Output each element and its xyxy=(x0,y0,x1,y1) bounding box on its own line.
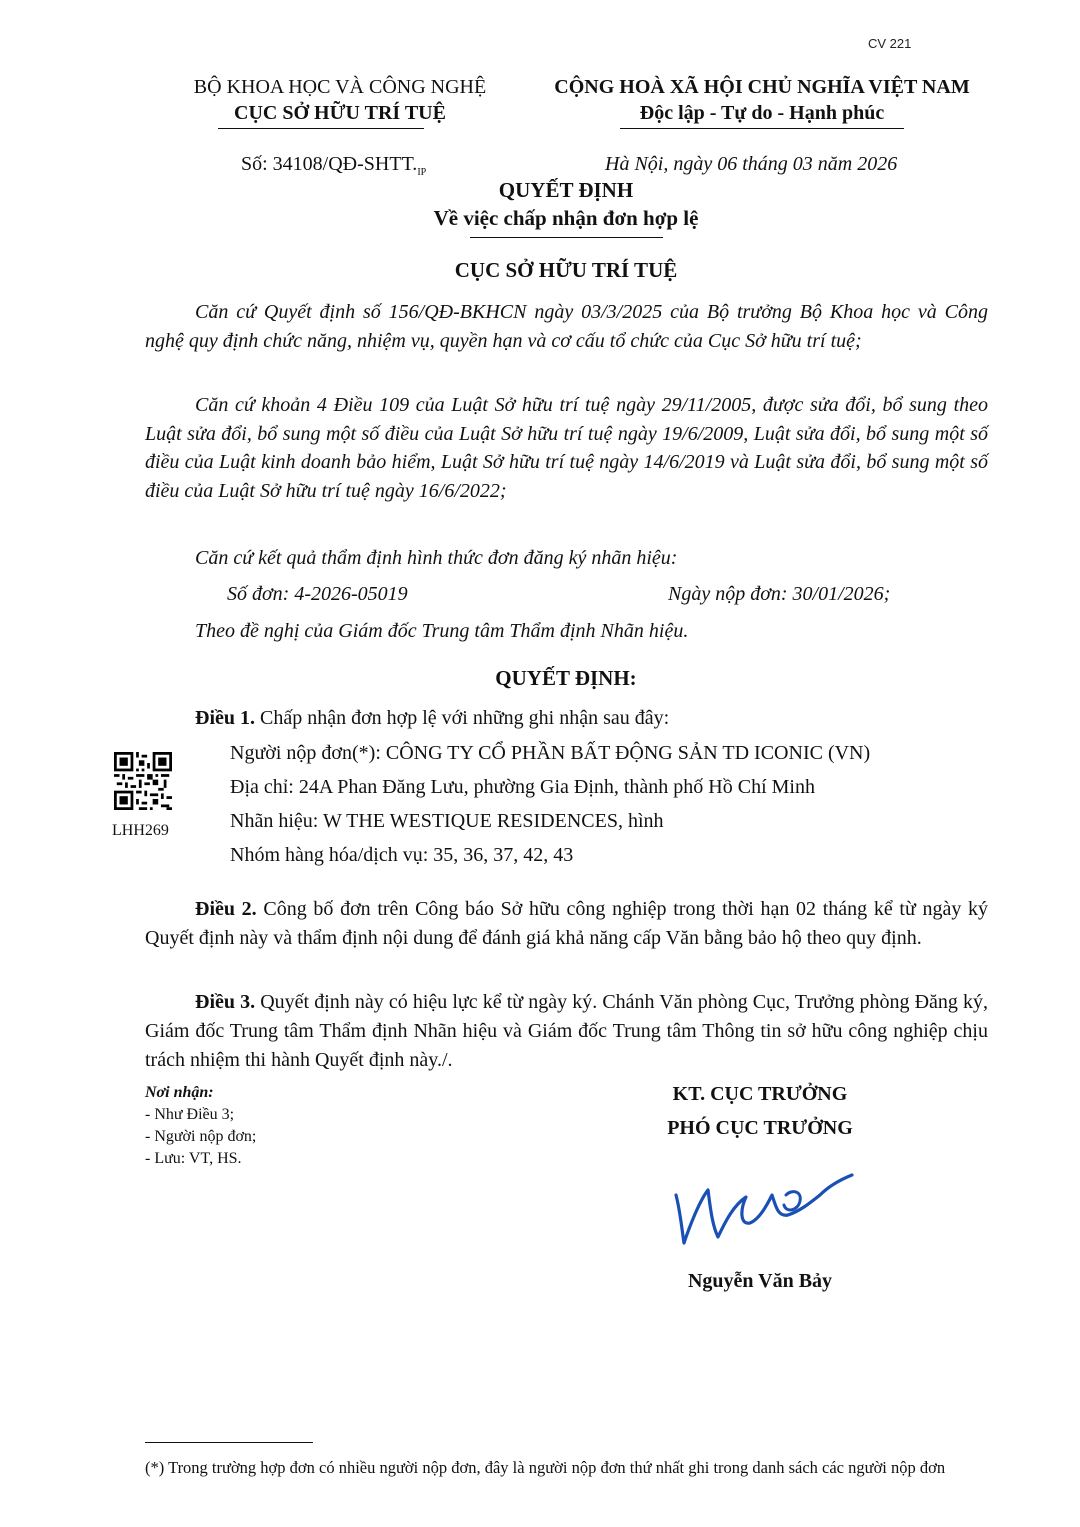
signer-title-1: KT. CỤC TRƯỞNG xyxy=(672,1083,848,1105)
legal-basis-3: Căn cứ kết quả thẩm định hình thức đơn đăng ký nhãn hiệu: xyxy=(195,547,678,569)
national-motto: Độc lập - Tự do - Hạnh phúc xyxy=(639,102,885,124)
article-2: Điều 2. Công bố đơn trên Công báo Sở hữu công nghiệp trong thời hạn 02 tháng kể từ ngày ký Quyết định này và thẩm định nội dung để đánh giá khả năng cấp Văn bằng bảo hộ theo quy định. xyxy=(145,898,989,949)
footnote: (*) Trong trường hợp đơn có nhiều người nộp đơn, đây là người nộp đơn thứ nhất ghi trong danh sách các người nộp đơn xyxy=(145,1458,946,1477)
goods-services-classes: Nhóm hàng hóa/dịch vụ: 35, 36, 37, 42, 43 xyxy=(230,844,574,866)
legal-basis-2: Căn cứ khoản 4 Điều 109 của Luật Sở hữu trí tuệ ngày 29/11/2005, được sửa đổi, bổ sung theo Luật sửa đổi, bổ sung một số điều của Luật Sở hữu trí tuệ ngày 19/6/2009, Luật sửa đổi, bổ sung một số điều của Luật kinh doanh bảo hiểm, Luật Sở hữu trí tuệ ngày 14/6/2019 và Luật sửa đổi, bổ sung một số điều của Luật Sở hữu trí tuệ ngày 16/6/2022; xyxy=(145,394,988,502)
issue-date: Hà Nội, ngày 06 tháng 03 năm 2026 xyxy=(605,153,898,175)
signer-name: Nguyễn Văn Bảy xyxy=(687,1270,833,1292)
applicant: Người nộp đơn(*): CÔNG TY CỔ PHẦN BẤT ĐỘNG SẢN TD ICONIC (VN) xyxy=(230,742,871,764)
document-title: QUYẾT ĐỊNH xyxy=(498,178,634,202)
issuer-header xyxy=(140,74,540,126)
national-header xyxy=(522,74,1002,126)
document-number: Số: $34108/QĐ-SHTT._{IP}$ xyxy=(241,153,427,178)
recipient-item: - Lưu: VT, HS. xyxy=(145,1150,242,1167)
country-name: CỘNG HOÀ XÃ HỘI CHỦ NGHĨA VIỆT NAM xyxy=(554,76,970,98)
filing-date: Ngày nộp đơn: 30/01/2026; xyxy=(668,583,891,605)
handwritten-signature xyxy=(660,1155,860,1255)
footnote-separator xyxy=(145,1442,313,1443)
recipient-item: - Người nộp đơn; xyxy=(145,1128,257,1145)
article-3: Điều 3. Quyết định này có hiệu lực kể từ ngày ký. Chánh Văn phòng Cục, Trưởng phòng Đăng ký, Giám đốc Trung tâm Thẩm định Nhãn hiệu và Giám đốc Trung tâm Thông tin sở hữu công nghiệp chịu trách nhiệm thi hành Quyết định này./. xyxy=(145,991,988,1071)
signer-title-2: PHÓ CỤC TRƯỞNG xyxy=(667,1117,853,1139)
trademark-name: Nhãn hiệu: W THE WESTIQUE RESIDENCES, hình xyxy=(230,810,664,832)
agency-name: CỤC SỞ HỮU TRÍ TUỆ xyxy=(234,102,446,124)
qr-code-label: LHH269 xyxy=(112,822,169,839)
subtitle-underline xyxy=(470,237,663,238)
applicant-address: Địa chỉ: 24A Phan Đăng Lưu, phường Gia Định, thành phố Hồ Chí Minh xyxy=(230,776,815,798)
document-subtitle: Về việc chấp nhận đơn hợp lệ xyxy=(433,206,699,230)
decision-heading: QUYẾT ĐỊNH: xyxy=(495,666,637,690)
proposal-basis: Theo đề nghị của Giám đốc Trung tâm Thẩm định Nhãn hiệu. xyxy=(195,620,689,642)
motto-underline xyxy=(620,128,904,129)
document-code: CV 221 xyxy=(868,36,912,51)
ministry-name: BỘ KHOA HỌC VÀ CÔNG NGHỆ xyxy=(193,76,487,98)
qr-code-icon xyxy=(114,752,172,810)
document-number-suffix: IP xyxy=(417,167,427,178)
agency-underline xyxy=(218,128,424,129)
recipients-block xyxy=(145,1082,256,1170)
recipients-heading: Nơi nhận: xyxy=(145,1084,214,1101)
article-1: Điều 1. Chấp nhận đơn hợp lệ với những ghi nhận sau đây: xyxy=(195,707,670,729)
recipient-item: - Như Điều 3; xyxy=(145,1106,235,1123)
legal-basis-1: Căn cứ Quyết định số 156/QĐ-BKHCN ngày 03/3/2025 của Bộ trưởng Bộ Khoa học và Công nghệ quy định chức năng, nhiệm vụ, quyền hạn và cơ cấu tổ chức của Cục Sở hữu trí tuệ; xyxy=(145,301,988,352)
issuing-authority: CỤC SỞ HỮU TRÍ TUỆ xyxy=(454,258,678,282)
application-number: Số đơn: 4-2026-05019 xyxy=(227,583,408,605)
